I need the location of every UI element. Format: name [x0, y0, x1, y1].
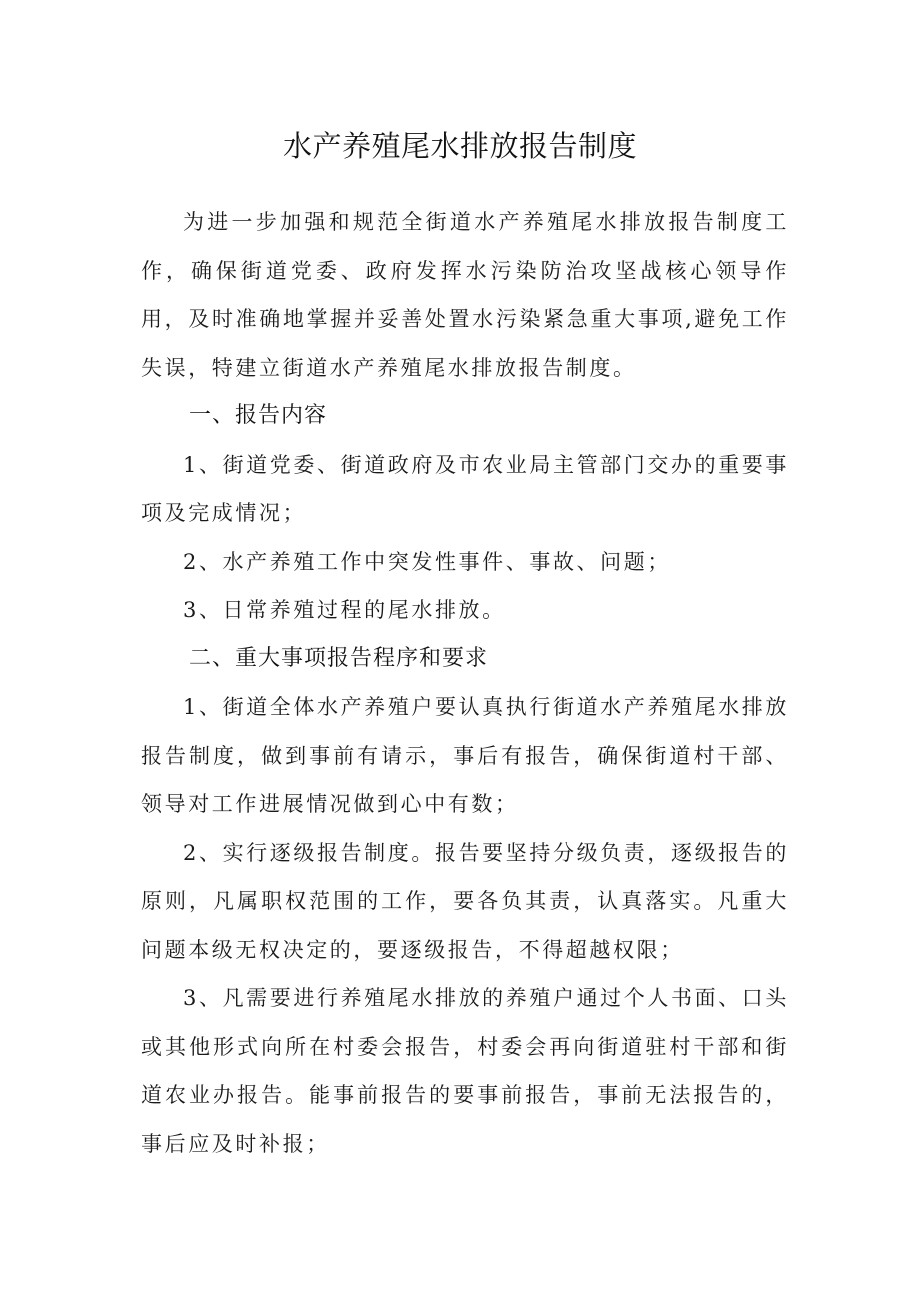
section-heading-procedures: 二、重大事项报告程序和要求 — [189, 645, 489, 671]
section1-item: 3、日常养殖过程的尾水排放。 — [183, 598, 506, 622]
section-heading-report-content: 一、报告内容 — [189, 403, 328, 428]
document-title: 水产养殖尾水排放报告制度 — [282, 129, 637, 163]
intro-paragraph: 为进一步加强和规范全街道水产养殖尾水排放报告制度工作，确保街道党委、政府发挥水污染防治攻坚战核心领导作用，及时准确地掌握并妥善处置水污染紧急重大事项,避免工作失误，特建立街道水产养殖尾水排放报告制度。 — [141, 210, 789, 380]
section2-item: 3、凡需要进行养殖尾水排放的养殖户通过个人书面、口头或其他形式向所在村委会报告，村委会再向街道驻村干部和街道农业办报告。能事前报告的要事前报告，事前无法报告的，事后应及时补报； — [141, 986, 789, 1156]
section1-item: 1、街道党委、街道政府及市农业局主管部门交办的重要事项及完成情况； — [141, 452, 789, 525]
document-body — [141, 198, 789, 1168]
section1-item: 2、水产养殖工作中突发性事件、事故、问题； — [183, 549, 671, 574]
section2-item: 1、街道全体水产养殖户要认真执行街道水产养殖尾水排放报告制度，做到事前有请示，事后有报告，确保街道村干部、领导对工作进展情况做到心中有数； — [141, 695, 789, 816]
section2-item: 2、实行逐级报告制度。报告要坚持分级负责，逐级报告的原则，凡属职权范围的工作，要各负其责，认真落实。凡重大问题本级无权决定的，要逐级报告，不得超越权限； — [141, 840, 789, 962]
